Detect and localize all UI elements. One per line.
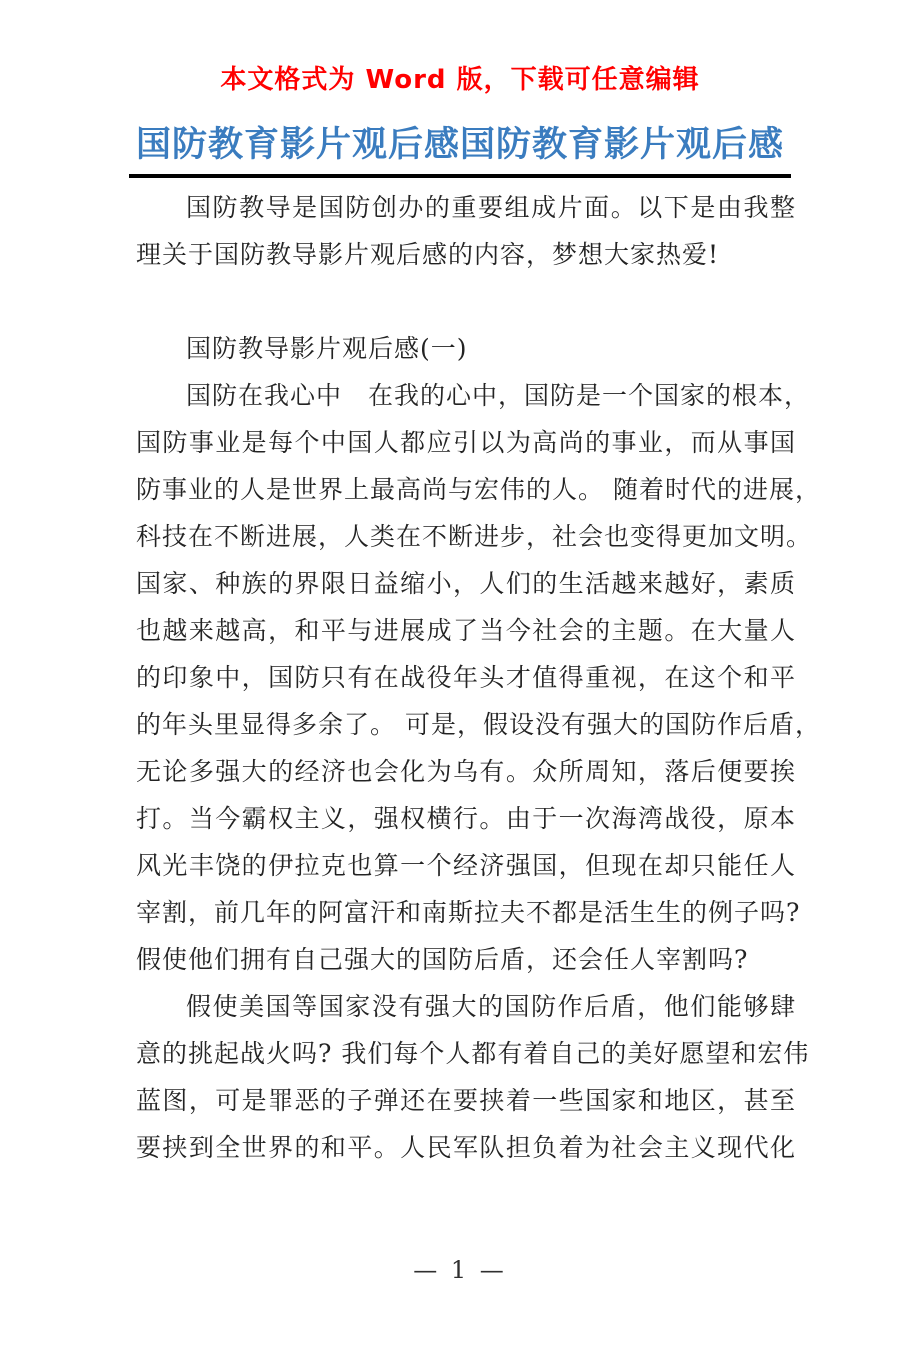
word-document-page	[0, 64, 920, 1366]
text-line: 国防事业是每个中国人都应引以为高尚的事业，而从事国	[136, 428, 796, 457]
text-line: 意的挑起战火吗? 我们每个人都有着自己的美好愿望和宏伟	[136, 1039, 810, 1068]
text-line: 打。当今霸权主义，强权横行。由于一次海湾战役，原本	[136, 804, 796, 833]
text-line: 的年头里显得多余了。 可是，假设没有强大的国防作后盾，	[136, 710, 821, 739]
text-line: 国防教导影片观后感(一)	[186, 334, 468, 363]
essay-paragraph-2	[136, 983, 810, 1171]
document-title: 国防教育影片观后感国防教育影片观后感	[135, 124, 784, 165]
text-line: 防事业的人是世界上最高尚与宏伟的人。 随着时代的进展，	[136, 475, 821, 504]
text-line: 风光丰饶的伊拉克也算一个经济强国，但现在却只能任人	[136, 851, 796, 880]
format-notice: 本文格式为 Word 版，下载可任意编辑	[220, 65, 700, 95]
blank-line	[136, 278, 796, 325]
intro-paragraph	[136, 184, 796, 278]
text-line: 理关于国防教导影片观后感的内容，梦想大家热爱!	[136, 240, 720, 269]
text-line: 假使他们拥有自己强大的国防后盾，还会任人宰割吗?	[136, 945, 749, 974]
page-number: — 1 —	[413, 1256, 507, 1284]
text-line: 蓝图，可是罪恶的子弹还在要挟着一些国家和地区，甚至	[136, 1086, 796, 1115]
text-line: 假使美国等国家没有强大的国防作后盾，他们能够肆	[186, 992, 796, 1021]
text-line: 宰割，前几年的阿富汗和南斯拉夫不都是活生生的例子吗?	[136, 898, 801, 927]
text-line: 无论多强大的经济也会化为乌有。众所周知，落后便要挨	[136, 757, 796, 786]
text-line	[136, 278, 796, 325]
title-divider	[129, 174, 791, 178]
text-line: 科技在不断进展，人类在不断进步，社会也变得更加文明。	[136, 522, 813, 551]
text-line: 也越来越高，和平与进展成了当今社会的主题。在大量人	[136, 616, 796, 645]
text-line: 的印象中，国防只有在战役年头才值得重视，在这个和平	[136, 663, 796, 692]
text-line: 国家、种族的界限日益缩小，人们的生活越来越好，素质	[136, 569, 796, 598]
essay-paragraph-1	[136, 372, 821, 983]
section-heading	[136, 325, 796, 372]
text-line: 要挟到全世界的和平。人民军队担负着为社会主义现代化	[136, 1133, 796, 1162]
text-line: 国防教导是国防创办的重要组成片面。以下是由我整	[186, 193, 796, 222]
document-body	[136, 184, 821, 1171]
text-line: 国防在我心中 在我的心中，国防是一个国家的根本，	[186, 381, 811, 410]
